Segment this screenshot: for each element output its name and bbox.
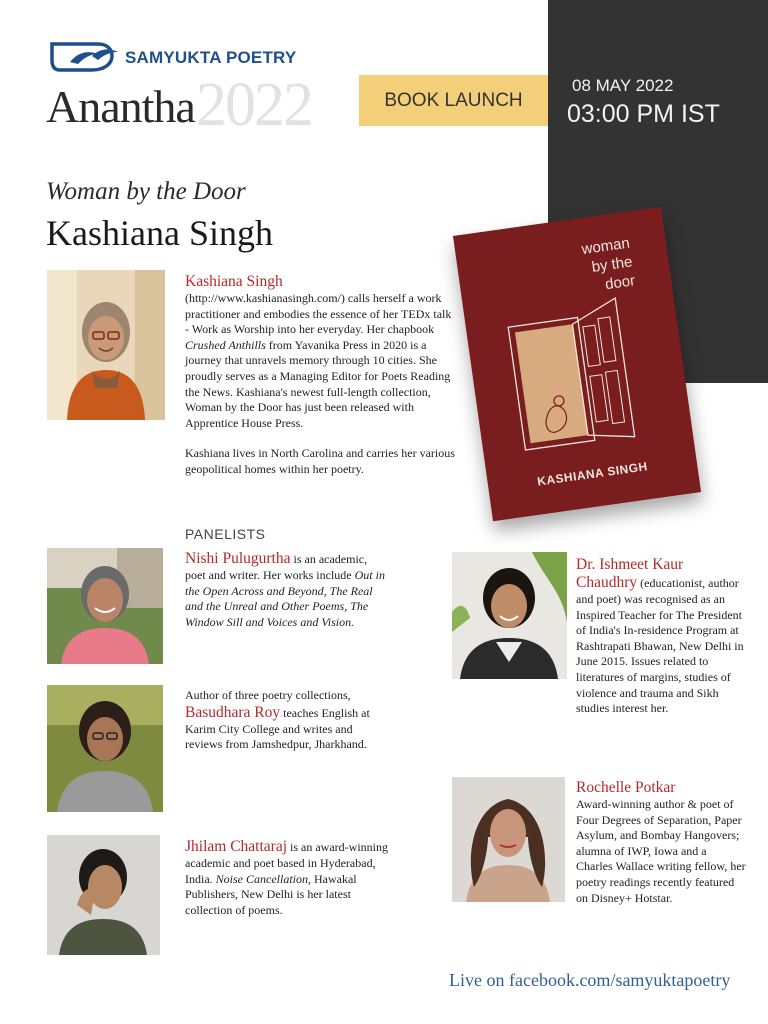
panelist-bio-basudhara bbox=[185, 688, 390, 753]
panelist-text-rochelle: Award-winning author & poet of Four Degrees of Separation, Paper Asylum, and Bombay Hangovers; alumna of IWP, Iowa and a Charles Wallace writing fellow, her poetry readings recently featured on Disney+ Hotstar. bbox=[576, 797, 746, 905]
author-bio-text-a: (http://www.kashianasingh.com/) calls herself a work practitioner and embodies the essence of her TEDx talk - Work as Worship into her everyday. Her chapbook bbox=[185, 291, 452, 337]
event-year: 2022 bbox=[196, 71, 312, 139]
panelist-photo-rochelle bbox=[452, 777, 565, 902]
author-bio-paragraph-1 bbox=[185, 273, 455, 431]
panelist-bio-ishmeet bbox=[576, 556, 746, 717]
panelist-name-nishi: Nishi Pulugurtha bbox=[185, 550, 291, 567]
event-time: 03:00 PM IST bbox=[567, 100, 720, 128]
panelist-bio-nishi bbox=[185, 550, 390, 630]
panelist-name-basudhara: Basudhara Roy bbox=[185, 703, 281, 721]
author-bio bbox=[185, 273, 455, 478]
facebook-live-link[interactable]: Live on facebook.com/samyuktapoetry bbox=[449, 970, 731, 990]
panelist-photo-basudhara bbox=[47, 685, 163, 812]
cover-title-line-2: by the bbox=[590, 253, 634, 276]
event-name: Anantha bbox=[46, 81, 195, 132]
logo-text: SAMYUKTA POETRY bbox=[125, 48, 297, 67]
cover-title-line-3: door bbox=[604, 272, 637, 294]
panelists-heading: PANELISTS bbox=[185, 526, 266, 542]
panelist-photo-ishmeet bbox=[452, 552, 567, 679]
panelist-text-ishmeet: (educationist, author and poet) was recognised as an Inspired Teacher for The President of India's In-residence Program at Rashtrapati Bhawan, New Delhi in June 2015. Issues related to literatures of margins, studies of violence and trauma and Sikh studies interest her. bbox=[576, 576, 744, 716]
book-launch-badge bbox=[359, 75, 548, 126]
panelist-text-basudhara: teaches English at Karim City College and writes and reviews from Jamshedpur, Jharkhand. bbox=[185, 705, 370, 752]
book-cover bbox=[453, 207, 701, 521]
panelist-name-rochelle: Rochelle Potkar bbox=[576, 779, 676, 796]
book-title: Woman by the Door bbox=[46, 178, 246, 205]
author-photo bbox=[47, 270, 165, 420]
badge-label: BOOK LAUNCH bbox=[384, 89, 523, 111]
panelist-name-ishmeet: Dr. Ishmeet Kaur Chaudhry bbox=[576, 556, 684, 591]
panelist-photo-jhilam bbox=[47, 835, 160, 955]
open-door-illustration-icon bbox=[499, 289, 659, 457]
author-bio-text-b: from Yavanika Press in 2020 is a journey that unravels memory through 10 cities. She proudly serves as a Managing Editor for Poets Reading the News. Kashiana's newest full-length collection, Woman by the Door has just been released with Apprentice House Press. bbox=[185, 337, 451, 430]
bird-logo-icon bbox=[48, 40, 120, 76]
cover-author: KASHIANA SINGH bbox=[536, 459, 649, 489]
chapbook-title: Crushed Anthills bbox=[185, 337, 266, 352]
cover-title-line-1: woman bbox=[580, 234, 631, 259]
panelist-name-jhilam: Jhilam Chattaraj bbox=[185, 838, 288, 855]
author-bio-name: Kashiana Singh bbox=[185, 273, 283, 290]
panelist-bio-jhilam bbox=[185, 838, 400, 918]
panelist-text-nishi: is an academic, poet and writer. Her works include bbox=[185, 552, 368, 582]
author-name: Kashiana Singh bbox=[46, 213, 273, 253]
panelist-pre-basudhara: Author of three poetry collections, bbox=[185, 688, 351, 702]
panelist-work-jhilam: Noise Cancellation bbox=[215, 871, 308, 886]
panelist-text2-jhilam: , Hawakal Publishers, New Delhi is her latest collection of poems. bbox=[185, 871, 357, 917]
event-date: 08 MAY 2022 bbox=[572, 76, 674, 95]
panelist-photo-nishi bbox=[47, 548, 163, 664]
author-bio-paragraph-2: Kashiana lives in North Carolina and carries her various geopolitical homes within her poetry. bbox=[185, 446, 455, 476]
panelist-text-jhilam: is an award-winning academic and poet based in Hyderabad, India. bbox=[185, 840, 388, 886]
panelist-bio-rochelle bbox=[576, 779, 746, 906]
panelist-works-nishi: Out in the Open Across and Beyond, The Real and the Unreal and Other Poems, The Window Sill and Voices and Vision. bbox=[185, 568, 385, 629]
